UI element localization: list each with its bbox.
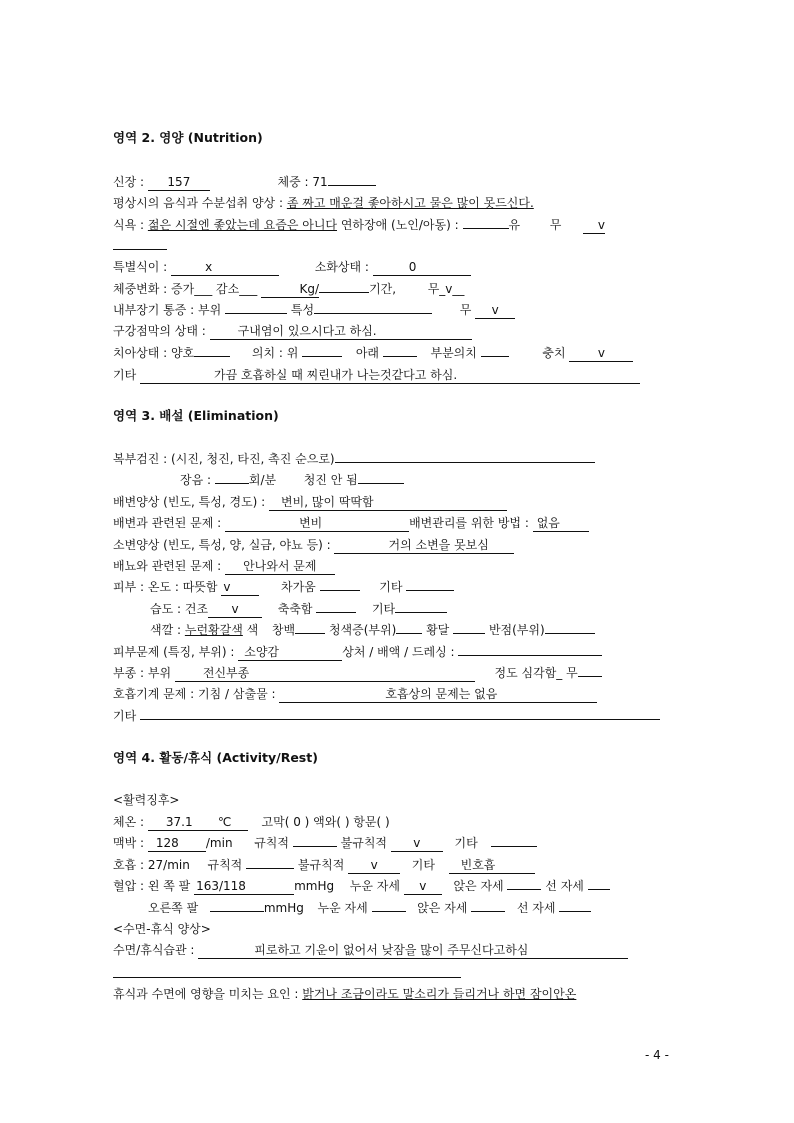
weight-change-period-field[interactable] bbox=[319, 292, 369, 293]
intake-habit-value[interactable]: 좀 짜고 매운걸 좋아하시고 물은 많이 못드신다. bbox=[286, 196, 534, 210]
urine-pattern-field[interactable] bbox=[334, 538, 514, 554]
bowel-sound-note: 청진 안 됨 bbox=[303, 473, 358, 487]
bp-right-standing-field[interactable] bbox=[559, 911, 591, 912]
moisture-label: 습도 : 건조 bbox=[150, 602, 209, 616]
partial-denture-label: 부분의치 bbox=[430, 346, 477, 360]
weight-change-field[interactable]: Kg/ bbox=[261, 282, 319, 298]
sleep-habit-row bbox=[113, 942, 628, 958]
wet-label: 축축함 bbox=[277, 602, 313, 616]
height-label: 신장 : bbox=[113, 175, 145, 189]
organ-feature-field[interactable] bbox=[314, 313, 432, 314]
bp-right-unit: mmHg bbox=[263, 901, 304, 915]
pulse-unit: /min bbox=[205, 836, 233, 850]
elimination-heading: 영역 3. 배설 (Elimination) bbox=[113, 408, 279, 423]
temperature-unit: ℃ bbox=[218, 815, 248, 831]
weight-change-no: 무_v__ bbox=[427, 282, 465, 296]
wet-field[interactable] bbox=[316, 612, 356, 613]
edema-field[interactable] bbox=[175, 666, 475, 682]
sleep-factor-row bbox=[113, 986, 576, 1002]
oral-mucosa-row bbox=[113, 323, 472, 339]
pulse-other-field[interactable] bbox=[491, 846, 537, 847]
resp-problem-label: 호흡기계 문제 : 기침 / 삼출물 : bbox=[113, 687, 276, 701]
bp-sitting-field[interactable] bbox=[507, 889, 541, 890]
bowel-sound-field[interactable] bbox=[215, 483, 249, 484]
organ-site-field[interactable] bbox=[225, 313, 287, 314]
stool-problem-value: 변비 bbox=[299, 516, 323, 530]
resp-problem-row bbox=[113, 686, 597, 702]
urine-pattern-value: 거의 소변을 못보심 bbox=[388, 538, 489, 552]
vitals-heading: <활력징후> bbox=[113, 793, 180, 807]
bp-standing-label: 선 자세 bbox=[545, 879, 584, 893]
special-diet-field[interactable] bbox=[171, 260, 279, 276]
bowel-sound-note-field[interactable] bbox=[358, 483, 404, 484]
activity-heading: 영역 4. 활동/휴식 (Activity/Rest) bbox=[113, 750, 318, 765]
appetite-label: 식욕 : bbox=[113, 218, 145, 232]
edema-label: 부종 : 부위 bbox=[113, 666, 172, 680]
elimination-other-row bbox=[113, 708, 660, 724]
skin-color-suffix: 색 bbox=[246, 623, 259, 637]
temperature-value: 37.1 bbox=[165, 815, 193, 829]
period-label: 기간, bbox=[369, 282, 397, 296]
jaundice-label: 황달 bbox=[426, 623, 450, 637]
pulse-label: 맥박 : bbox=[113, 836, 145, 850]
stool-manage-field[interactable] bbox=[533, 516, 589, 532]
bp-standing-field[interactable] bbox=[588, 889, 610, 890]
caries-label: 충치 bbox=[542, 346, 566, 360]
bp-right-field[interactable] bbox=[210, 911, 264, 912]
skin-color-row bbox=[150, 622, 595, 638]
skin-temp-label: 피부 : 온도 : 따뜻함 bbox=[113, 580, 218, 594]
resp-problem-field[interactable] bbox=[279, 687, 597, 703]
resp-irregular-label: 불규칙적 bbox=[297, 858, 345, 872]
special-diet-label: 특별식이 : bbox=[113, 260, 168, 274]
bp-sitting-label: 앉은 자세 bbox=[453, 879, 504, 893]
resp-regular-field[interactable] bbox=[246, 868, 294, 869]
abdomen-field[interactable] bbox=[335, 462, 595, 463]
special-diet-value: x bbox=[205, 260, 213, 274]
special-diet-row bbox=[113, 259, 471, 275]
swallow-no-field[interactable]: v bbox=[583, 218, 605, 234]
respiration-value[interactable]: 27/min bbox=[147, 858, 190, 872]
sleep-habit-field[interactable] bbox=[198, 943, 628, 959]
digestion-label: 소화상태 : bbox=[314, 260, 369, 274]
urine-problem-row bbox=[113, 558, 335, 574]
resp-problem-value: 호흡상의 문제는 없음 bbox=[385, 687, 498, 701]
denture-upper-field[interactable] bbox=[302, 356, 342, 357]
yes-label: 유 bbox=[508, 218, 521, 232]
bp-left-unit: mmHg bbox=[294, 879, 335, 893]
teeth-row bbox=[113, 345, 633, 361]
stool-problem-label: 배변과 관련된 문제 : bbox=[113, 516, 222, 530]
bp-right-standing-label: 선 자세 bbox=[516, 901, 556, 915]
weight-change-row bbox=[113, 281, 464, 297]
nutrition-heading: 영역 2. 영양 (Nutrition) bbox=[113, 130, 263, 145]
respiration-row bbox=[113, 857, 535, 873]
nutrition-other-field[interactable] bbox=[140, 368, 640, 384]
resp-regular-label: 규칙적 bbox=[207, 858, 243, 872]
pulse-field[interactable] bbox=[148, 836, 206, 852]
sleep-factor-label: 휴식과 수면에 영향을 미치는 요인 : bbox=[113, 987, 299, 1001]
stool-pattern-value: 변비, 많이 딱딱함 bbox=[281, 495, 374, 509]
stool-pattern-row bbox=[113, 494, 507, 510]
bowel-sound-label: 장음 : bbox=[180, 473, 212, 487]
weight-change-label: 체중변화 : 증가___ 감소___ bbox=[113, 282, 258, 296]
bp-left-label: 혈압 : 왼 쪽 팔 bbox=[113, 879, 191, 893]
resp-other-value: 빈호흡 bbox=[460, 858, 496, 872]
nutrition-other-row bbox=[113, 367, 640, 383]
edema-row bbox=[113, 665, 602, 681]
resp-other-field[interactable] bbox=[449, 858, 535, 874]
sleep-habit-label: 수면/휴식습관 : bbox=[113, 943, 195, 957]
pulse-regular-label: 규칙적 bbox=[254, 836, 289, 850]
skin-color-label: 색깔 : bbox=[150, 623, 182, 637]
urine-problem-field[interactable] bbox=[225, 559, 335, 575]
moisture-other-label: 기타 bbox=[371, 602, 396, 616]
pulse-other-label: 기타 bbox=[454, 836, 478, 850]
stool-pattern-label: 배변양상 (빈도, 특성, 경도) : bbox=[113, 495, 266, 509]
bowel-sound-row bbox=[180, 472, 404, 488]
bp-lying-field[interactable]: v bbox=[404, 879, 442, 895]
skin-other-label: 기타 bbox=[379, 580, 403, 594]
pulse-irregular-label: 불규칙적 bbox=[340, 836, 388, 850]
skin-other-field[interactable] bbox=[406, 590, 454, 591]
lower-label: 아래 bbox=[355, 346, 380, 360]
intake-habit-label: 평상시의 음식과 수분섭취 양상 : bbox=[113, 196, 283, 210]
severity-label: 정도 심각함_ 무 bbox=[494, 666, 578, 680]
nutrition-other-label: 기타 bbox=[113, 368, 137, 382]
weight-field[interactable] bbox=[328, 185, 376, 186]
denture-lower-field[interactable] bbox=[383, 356, 417, 357]
swallow-yes-field[interactable] bbox=[463, 228, 509, 229]
edema-value: 전신부종 bbox=[202, 666, 250, 680]
organ-feature-label: 특성 bbox=[290, 303, 315, 317]
height-field[interactable]: 157 bbox=[148, 175, 210, 191]
teeth-label: 치아상태 : 양호 bbox=[113, 346, 195, 360]
temperature-label: 체온 : bbox=[113, 815, 145, 829]
bp-right-lying-field[interactable] bbox=[372, 911, 406, 912]
sleep-heading: <수면-휴식 양상> bbox=[113, 922, 211, 936]
bp-right-lying-label: 누운 자세 bbox=[317, 901, 368, 915]
spot-label: 반점(부위) bbox=[488, 623, 545, 637]
cold-label: 차가움 bbox=[280, 580, 316, 594]
measure-site-options: 고막( 0 ) 액와( ) 항문( ) bbox=[261, 815, 390, 829]
pulse-value: 128 bbox=[155, 836, 179, 850]
skin-color-value[interactable]: 누런황갈색 bbox=[184, 623, 243, 637]
organ-no-field[interactable]: v bbox=[475, 303, 515, 319]
stool-manage-value: 없음 bbox=[536, 516, 560, 530]
pulse-irregular-field[interactable]: v bbox=[391, 836, 443, 852]
pulse-regular-field[interactable] bbox=[293, 846, 337, 847]
oral-mucosa-label: 구강점막의 상태 : bbox=[113, 324, 206, 338]
pale-label: 창백 bbox=[271, 623, 296, 637]
wound-field[interactable] bbox=[458, 655, 602, 656]
swallow-continued bbox=[113, 238, 167, 254]
bp-right-label: 오른쪽 팔 bbox=[148, 901, 199, 915]
bp-right-row bbox=[148, 900, 591, 916]
urine-problem-value: 안나와서 문제 bbox=[243, 559, 317, 573]
respiration-label: 호흡 : bbox=[113, 858, 145, 872]
no-label: 무 bbox=[549, 218, 562, 232]
skin-problem-field[interactable] bbox=[238, 645, 342, 661]
weight-label: 체중 : 71 bbox=[277, 175, 328, 189]
spot-field[interactable] bbox=[545, 633, 595, 634]
resp-irregular-field[interactable]: v bbox=[348, 858, 400, 874]
sleep-habit-value: 피로하고 기운이 없어서 낮잠을 많이 주무신다고하심 bbox=[254, 943, 529, 957]
stool-problem-row bbox=[113, 515, 589, 531]
moisture-field[interactable]: v bbox=[208, 602, 262, 618]
pale-field[interactable] bbox=[295, 633, 325, 634]
sleep-factor-value[interactable]: 밝거나 조금이라도 말소리가 들리거나 하면 잠이안온 bbox=[302, 987, 577, 1001]
bp-left-row bbox=[113, 878, 610, 894]
elimination-other-label: 기타 bbox=[113, 709, 137, 723]
temperature-field[interactable] bbox=[148, 815, 218, 831]
stool-problem-field[interactable] bbox=[225, 516, 409, 532]
abdomen-row bbox=[113, 451, 595, 467]
skin-problem-label: 피부문제 (특징, 부위) : bbox=[113, 645, 235, 659]
organ-pain-label: 내부장기 통증 : 부위 bbox=[113, 303, 222, 317]
bowel-sound-unit: 회/분 bbox=[248, 473, 277, 487]
page-number: - 4 - bbox=[645, 1048, 669, 1062]
stool-manage-label: 배변관리를 위한 방법 : bbox=[409, 516, 529, 530]
sleep-habit-extra-line[interactable] bbox=[113, 977, 461, 978]
denture-label: 의치 : 위 bbox=[251, 346, 299, 360]
bp-lying-label: 누운 자세 bbox=[349, 879, 400, 893]
oral-mucosa-field[interactable] bbox=[210, 324, 472, 340]
abdomen-label: 복부검진 : (시진, 청진, 타진, 촉진 순으로) bbox=[113, 452, 335, 466]
skin-temp-field[interactable]: v bbox=[221, 580, 259, 596]
swallow-label: 연하장애 (노인/아동) : bbox=[340, 218, 459, 232]
swallow-extra-field[interactable] bbox=[113, 249, 167, 250]
digestion-field[interactable] bbox=[373, 260, 471, 276]
oral-mucosa-value: 구내염이 있으시다고 하심. bbox=[237, 324, 377, 338]
pulse-row bbox=[113, 835, 537, 851]
teeth-good-field[interactable] bbox=[194, 356, 230, 357]
bp-left-value: 163/118 bbox=[196, 879, 246, 893]
stool-pattern-field[interactable] bbox=[269, 495, 507, 511]
bp-right-sitting-label: 앉은 자세 bbox=[417, 901, 468, 915]
bp-right-sitting-field[interactable] bbox=[471, 911, 505, 912]
cold-field[interactable] bbox=[320, 590, 360, 591]
severity-field[interactable] bbox=[578, 676, 602, 677]
skin-temp-row bbox=[113, 579, 454, 595]
organ-no-label: 무 bbox=[459, 303, 472, 317]
cyanosis-label: 청색증(부위) bbox=[328, 623, 397, 637]
caries-field[interactable]: v bbox=[569, 346, 633, 362]
urine-pattern-label: 소변양상 (빈도, 특성, 양, 실금, 야뇨 등) : bbox=[113, 538, 331, 552]
wound-label: 상처 / 배액 / 드레싱 : bbox=[342, 645, 455, 659]
bp-left-field[interactable] bbox=[194, 879, 294, 895]
appetite-value[interactable]: 젊은 시절엔 좋았는데 요즘은 아니다 bbox=[147, 218, 338, 232]
height-weight-row bbox=[113, 174, 376, 190]
resp-other-label: 기타 bbox=[411, 858, 435, 872]
elimination-other-field[interactable] bbox=[140, 719, 660, 720]
skin-problem-row bbox=[113, 644, 602, 660]
moisture-row bbox=[150, 601, 447, 617]
cyanosis-field[interactable] bbox=[396, 633, 422, 634]
organ-pain-row bbox=[113, 302, 515, 318]
partial-denture-field[interactable] bbox=[481, 356, 509, 357]
temperature-row bbox=[113, 814, 390, 830]
urine-problem-label: 배뇨와 관련된 문제 : bbox=[113, 559, 222, 573]
moisture-other-field[interactable] bbox=[395, 612, 447, 613]
nutrition-other-value: 가끔 호흡하실 때 찌린내가 나는것같다고 하심. bbox=[214, 368, 458, 382]
digestion-value: 0 bbox=[408, 260, 417, 274]
urine-pattern-row bbox=[113, 537, 514, 553]
skin-problem-value: 소양감 bbox=[244, 645, 280, 659]
intake-habit-row bbox=[113, 195, 534, 211]
appetite-row bbox=[113, 217, 605, 233]
jaundice-field[interactable] bbox=[453, 633, 485, 634]
